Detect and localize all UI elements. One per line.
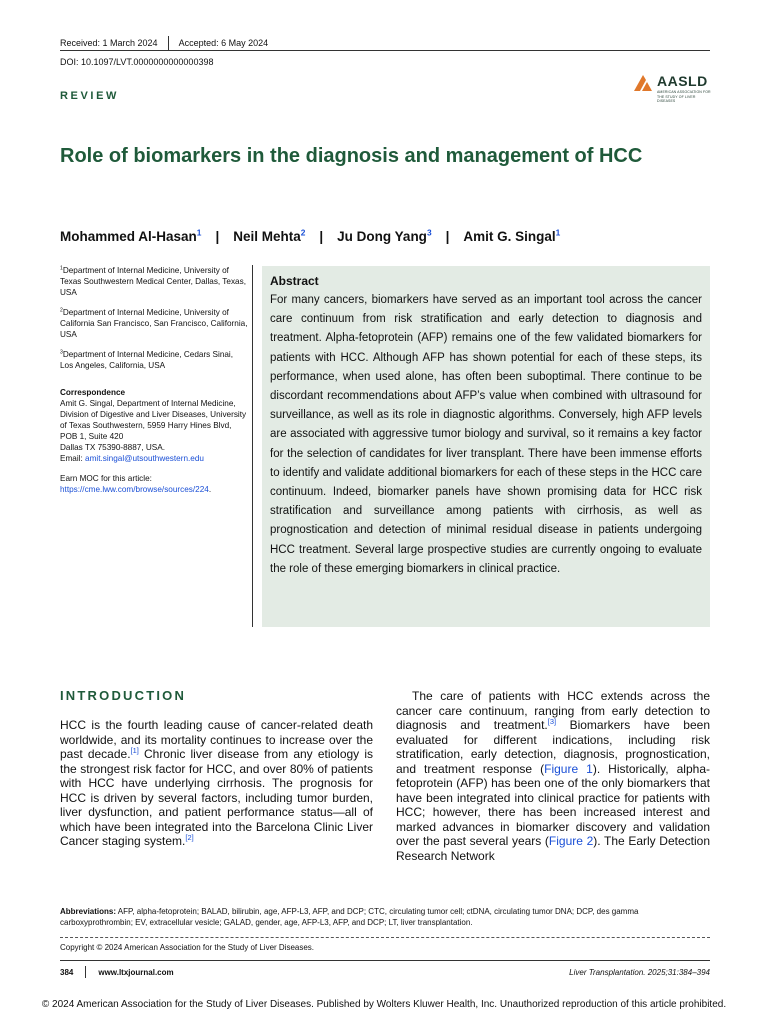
reference-link[interactable]: [2] bbox=[185, 833, 194, 842]
author-separator: | bbox=[319, 229, 324, 244]
aasld-logo-mark-icon bbox=[632, 73, 654, 93]
correspondence-heading: Correspondence bbox=[60, 388, 126, 397]
accepted-date: Accepted: 6 May 2024 bbox=[178, 38, 269, 48]
figure-2-link[interactable]: Figure 2 bbox=[548, 834, 594, 848]
affiliation: $^1$Department of Internal Medicine, University of Texas Southwestern Medical Center, Dallas, Texas, USA bbox=[60, 265, 246, 297]
introduction-heading: INTRODUCTION bbox=[60, 688, 187, 703]
abbreviations: Abbreviations: AFP, alpha-fetoprotein; BALAD, bilirubin, age, AFP-L3, AFP, and DCP; CTC, circulating tumor cell; ctDNA, circulating tumor DNA; DCP, des gamma carboxyprothrombin; EV, extracellular vesicle; GALAD, gender, age, AFP-L3, AFP, and DCP; LT, liver transplantation. bbox=[60, 907, 639, 927]
moc-link[interactable]: https://cme.lww.com/browse/sources/224 bbox=[60, 485, 209, 494]
footnote-divider bbox=[60, 937, 710, 938]
author-list bbox=[60, 229, 560, 244]
abstract-box bbox=[262, 266, 710, 627]
author: Ju Dong Yang$^3$ bbox=[337, 227, 432, 244]
email-link[interactable]: amit.singal@utsouthwestern.edu bbox=[85, 454, 204, 463]
affiliation: $^2$Department of Internal Medicine, University of California San Francisco, San Francisco, California, USA bbox=[60, 307, 248, 339]
abstract-text: For many cancers, biomarkers have served as an important tool across the cancer care continuum from risk stratification and early detection to diagnosis and treatment. Alpha-fetoprotein (AFP) remains one of the few validated biomarkers for patients with HCC. Although AFP has shown potential for each of these steps, its performance, when used alone, has often been suboptimal. There continue to be discordant recommendations about AFP’s value when combined with ultrasound for surveillance, as well as its role in diagnostic algorithms. Conversely, high AFP levels are associated with aggressive tumor biology and survival, so it remains a key factor for the selection of candidates for liver transplant. There have been immense efforts to identify and validate additional biomarkers for each of these steps in the HCC care continuum. Indeed, biomarker panels have shown promising data for HCC risk stratification and surveillance among patients with cirrhosis, as well as prognostication and detection of minimal residual disease in patients undergoing HCC treatment. Several large prospective studies are currently ongoing to evaluate the role of these emerging biomarkers in clinical practice. bbox=[270, 294, 702, 575]
author: Amit G. Singal$^1$ bbox=[463, 227, 561, 244]
logo-subtitle: AMERICAN ASSOCIATION FOR THE STUDY OF LIVER DISEASES bbox=[657, 90, 711, 103]
reference-link[interactable]: [3] bbox=[547, 717, 557, 726]
aasld-logo bbox=[632, 72, 712, 102]
journal-site[interactable]: www.ltxjournal.com bbox=[98, 967, 174, 977]
affiliation: $^3$Department of Internal Medicine, Cedars Sinai, Los Angeles, California, USA bbox=[60, 349, 234, 370]
journal-citation: Liver Transplantation. 2025;31:384–394 bbox=[569, 967, 710, 977]
footer-rule bbox=[60, 960, 710, 961]
sidebar-divider bbox=[252, 265, 253, 627]
received-date: Received: 1 March 2024 bbox=[60, 38, 158, 48]
article-type: REVIEW bbox=[60, 90, 119, 102]
author: Mohammed Al-Hasan$^1$ bbox=[60, 227, 202, 244]
copyright: Copyright © 2024 American Association for the Study of Liver Diseases. bbox=[60, 943, 315, 952]
header-divider bbox=[168, 36, 169, 50]
figure-1-link[interactable]: Figure 1 bbox=[544, 761, 593, 776]
author-separator: | bbox=[215, 229, 220, 244]
reproduction-notice: © 2024 American Association for the Study of Liver Diseases. Published by Wolters Kluwer Health, Inc. Unauthorized reproduction of this article prohibited. bbox=[41, 999, 727, 1010]
footer-divider bbox=[85, 966, 86, 978]
intro-right-column: The care of patients with HCC extends across the cancer care continuum, ranging from early detection to diagnosis and treatment.[3] Biomarkers have been evaluated for different indications, including risk stratification, early detection, diagnosis, prognostication, and treatment response (Figure 1). Historically, alpha-fetoprotein (AFP) has been one of the only biomarkers that have been integrated into clinical practice for patients with HCC; however, there has been increased interest and marked advances in biomarker discovery and validation over the past several years (Figure 2). The Early Detection Research Network bbox=[396, 689, 710, 863]
page-number: 384 bbox=[60, 967, 74, 977]
moc-note: Earn MOC for this article: https://cme.lww.com/browse/sources/224. bbox=[60, 474, 212, 494]
abstract-heading: Abstract bbox=[270, 274, 319, 288]
submission-dates bbox=[60, 36, 268, 50]
page-footer bbox=[60, 966, 710, 978]
sidebar bbox=[60, 265, 248, 504]
header-rule bbox=[60, 50, 710, 51]
intro-left-column: HCC is the fourth leading cause of cancer-related death worldwide, and its mortality continues to increase over the past decade.[1] Chronic liver disease from any etiology is the strongest risk factor for HCC, and over 80% of patients with HCC have underlying cirrhosis. The prognosis for HCC is driven by several factors, including tumor burden, liver dysfunction, and patient performance status—all of which have been integrated into the Barcelona Clinic Liver Cancer staging system.[2] bbox=[60, 718, 373, 848]
author: Neil Mehta$^2$ bbox=[233, 227, 306, 244]
article-title: Role of biomarkers in the diagnosis and management of HCC bbox=[60, 145, 643, 167]
correspondence-details: Amit G. Singal, Department of Internal Medicine, Division of Digestive and Liver Diseases, University of Texas Southwestern, 5959 Harry Hines Blvd, POB 1, Suite 420 Dallas TX 75390-8887, USA. Email: amit.singal@utsouthwestern.edu bbox=[60, 399, 247, 463]
logo-name: AASLD bbox=[657, 73, 708, 89]
doi: DOI: 10.1097/LVT.0000000000000398 bbox=[60, 57, 214, 67]
reference-link[interactable]: [1] bbox=[130, 746, 139, 755]
author-separator: | bbox=[445, 229, 450, 244]
